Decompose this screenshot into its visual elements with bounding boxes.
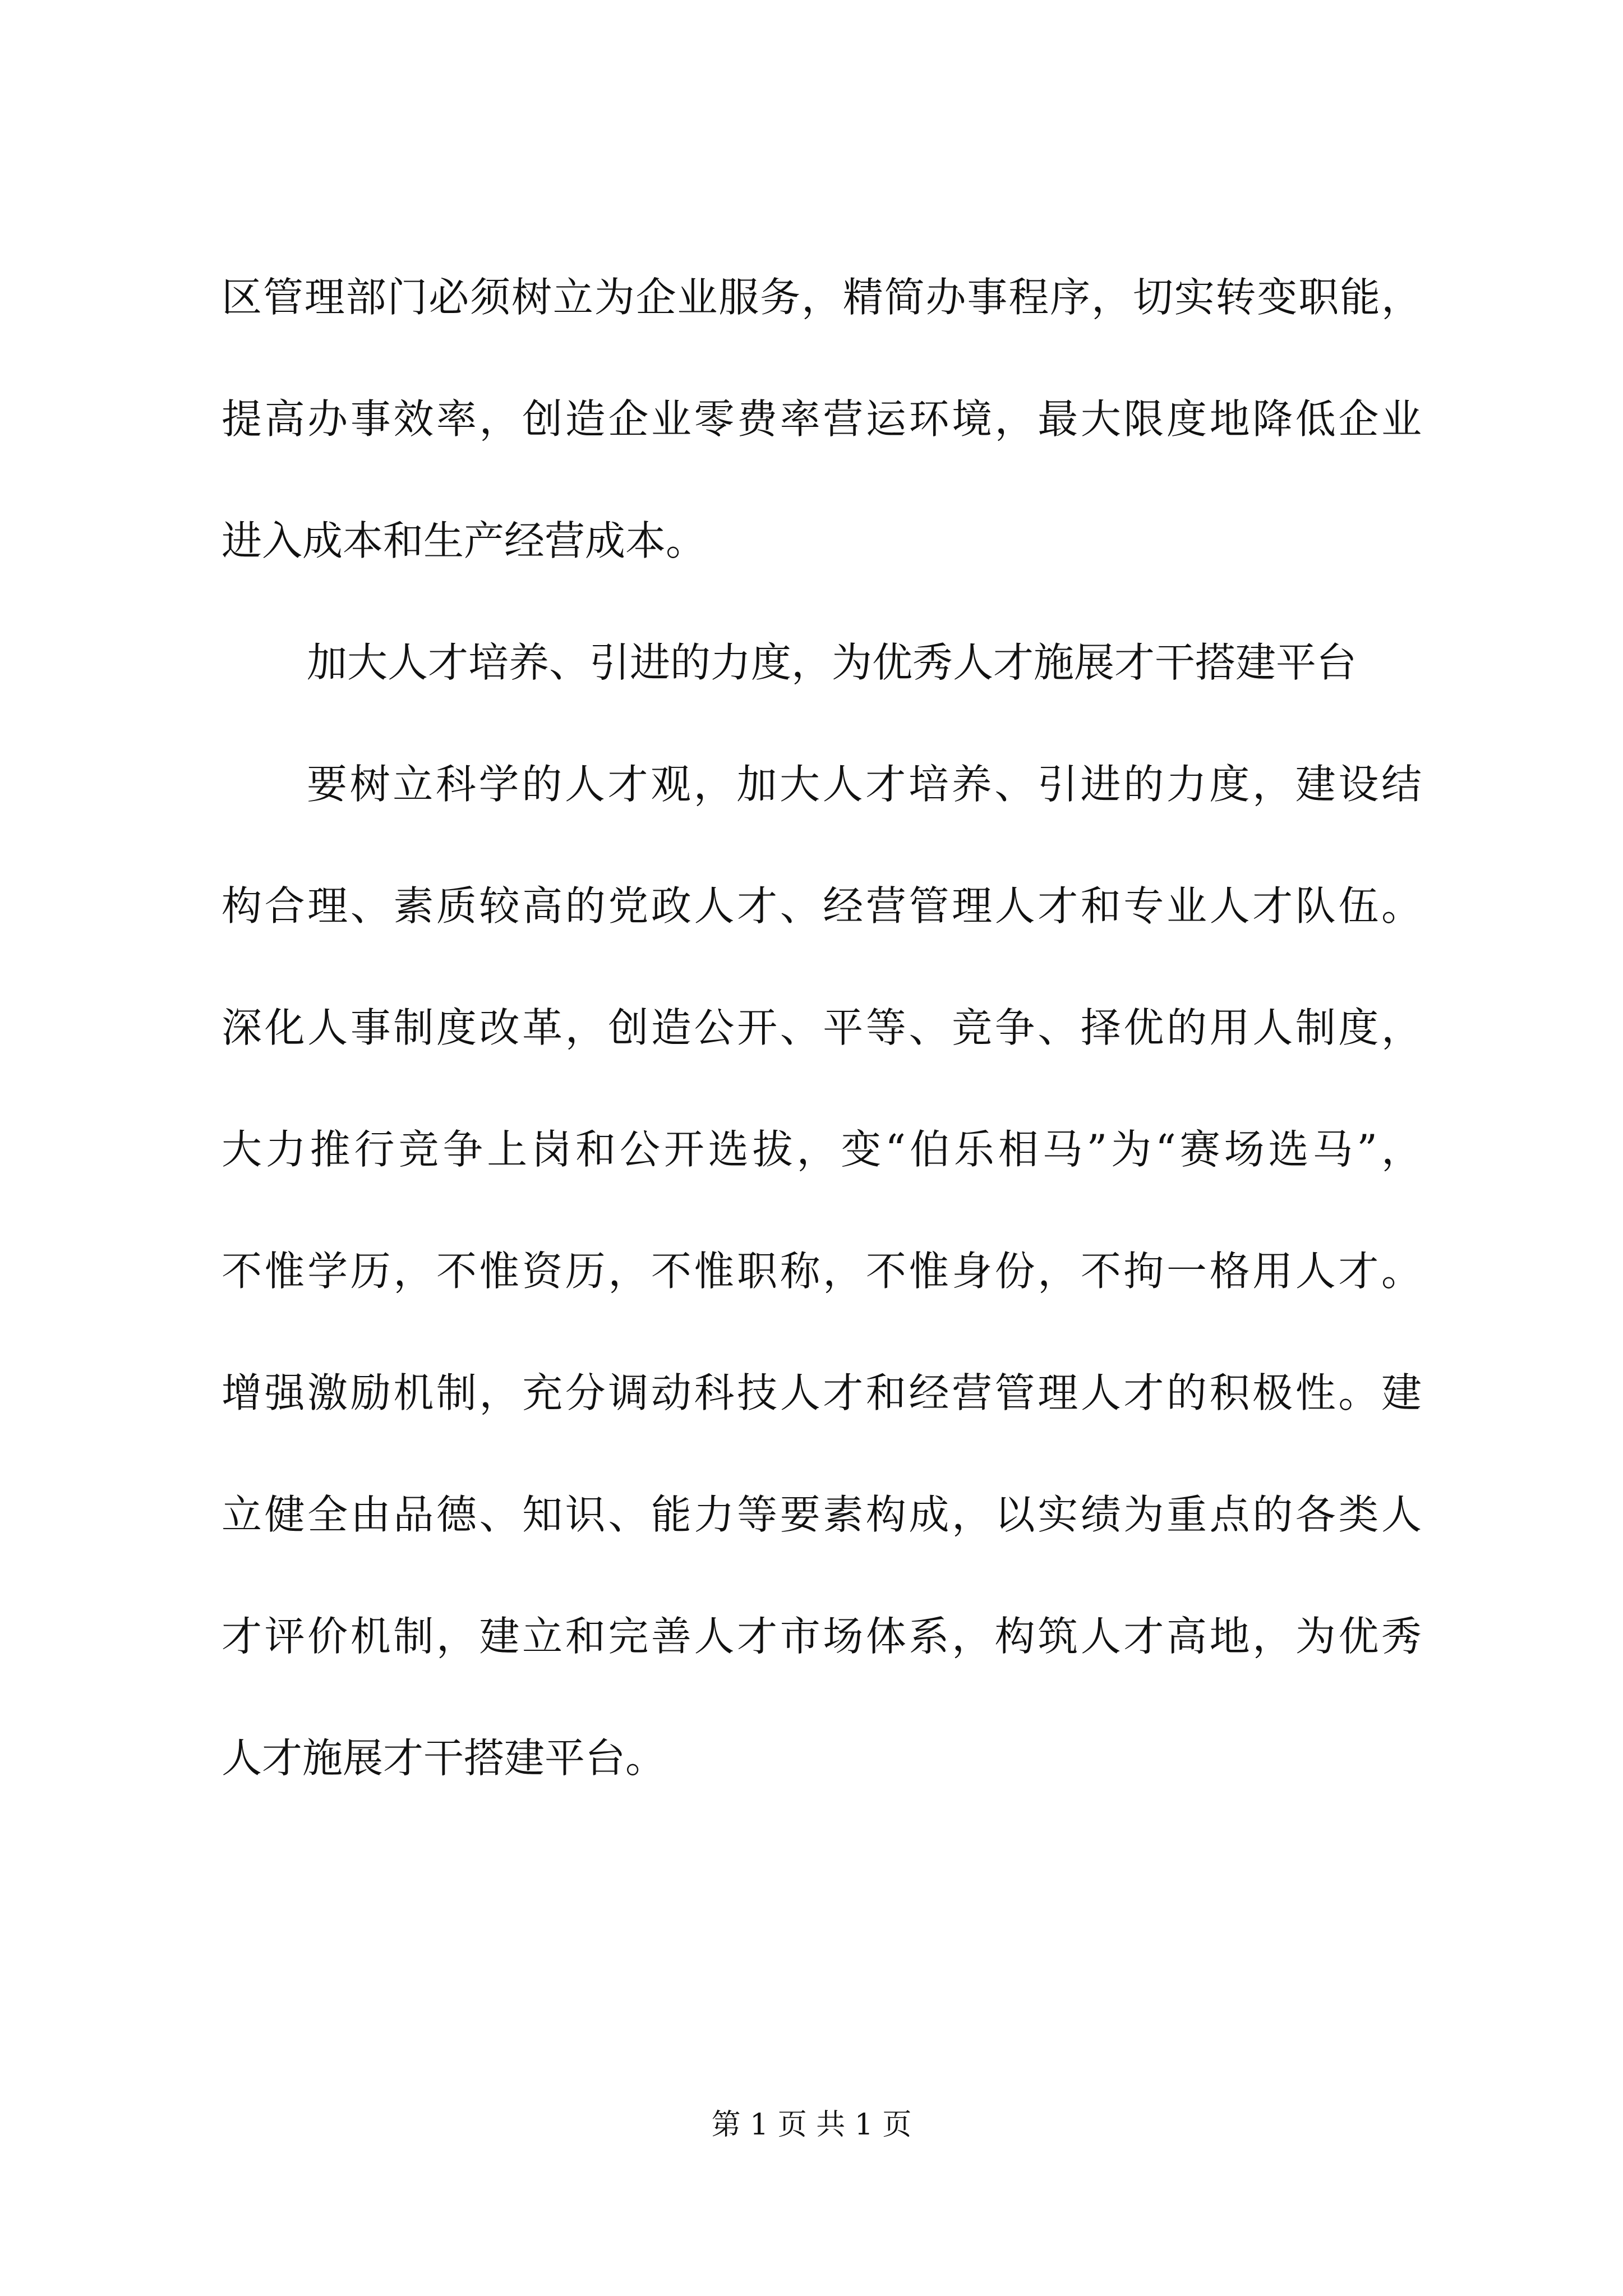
text-line: 深化人事制度改革，创造公开、平等、竞争、择优的用人制度， xyxy=(222,1004,1422,1051)
text-line: 才评价机制，建立和完善人才市场体系，构筑人才高地，为优秀 xyxy=(222,1613,1422,1660)
text-line: 大力推行竞争上岗和公开选拔，变“伯乐相马”为“赛场选马”， xyxy=(222,1126,1422,1173)
text-line: 进入成本和生产经营成本。 xyxy=(222,517,707,564)
text-line: 要树立科学的人才观，加大人才培养、引进的力度，建设结 xyxy=(307,761,1422,808)
text-line: 提高办事效率，创造企业零费率营运环境，最大限度地降低企业 xyxy=(222,395,1422,443)
page-number-footer: 第 1 页 共 1 页 xyxy=(711,2108,912,2142)
section-heading: 加大人才培养、引进的力度，为优秀人才施展才干搭建平台 xyxy=(307,639,1357,686)
text-line: 区管理部门必须树立为企业服务，精简办事程序，切实转变职能， xyxy=(222,274,1422,321)
text-line: 立健全由品德、知识、能力等要素构成，以实绩为重点的各类人 xyxy=(222,1491,1422,1538)
text-line: 不惟学历，不惟资历，不惟职称，不惟身份，不拘一格用人才。 xyxy=(222,1248,1422,1295)
text-line: 增强激励机制，充分调动科技人才和经营管理人才的积极性。建 xyxy=(222,1369,1422,1416)
text-line: 构合理、素质较高的党政人才、经营管理人才和专业人才队伍。 xyxy=(222,882,1422,930)
text-line: 人才施展才干搭建平台。 xyxy=(222,1734,666,1782)
